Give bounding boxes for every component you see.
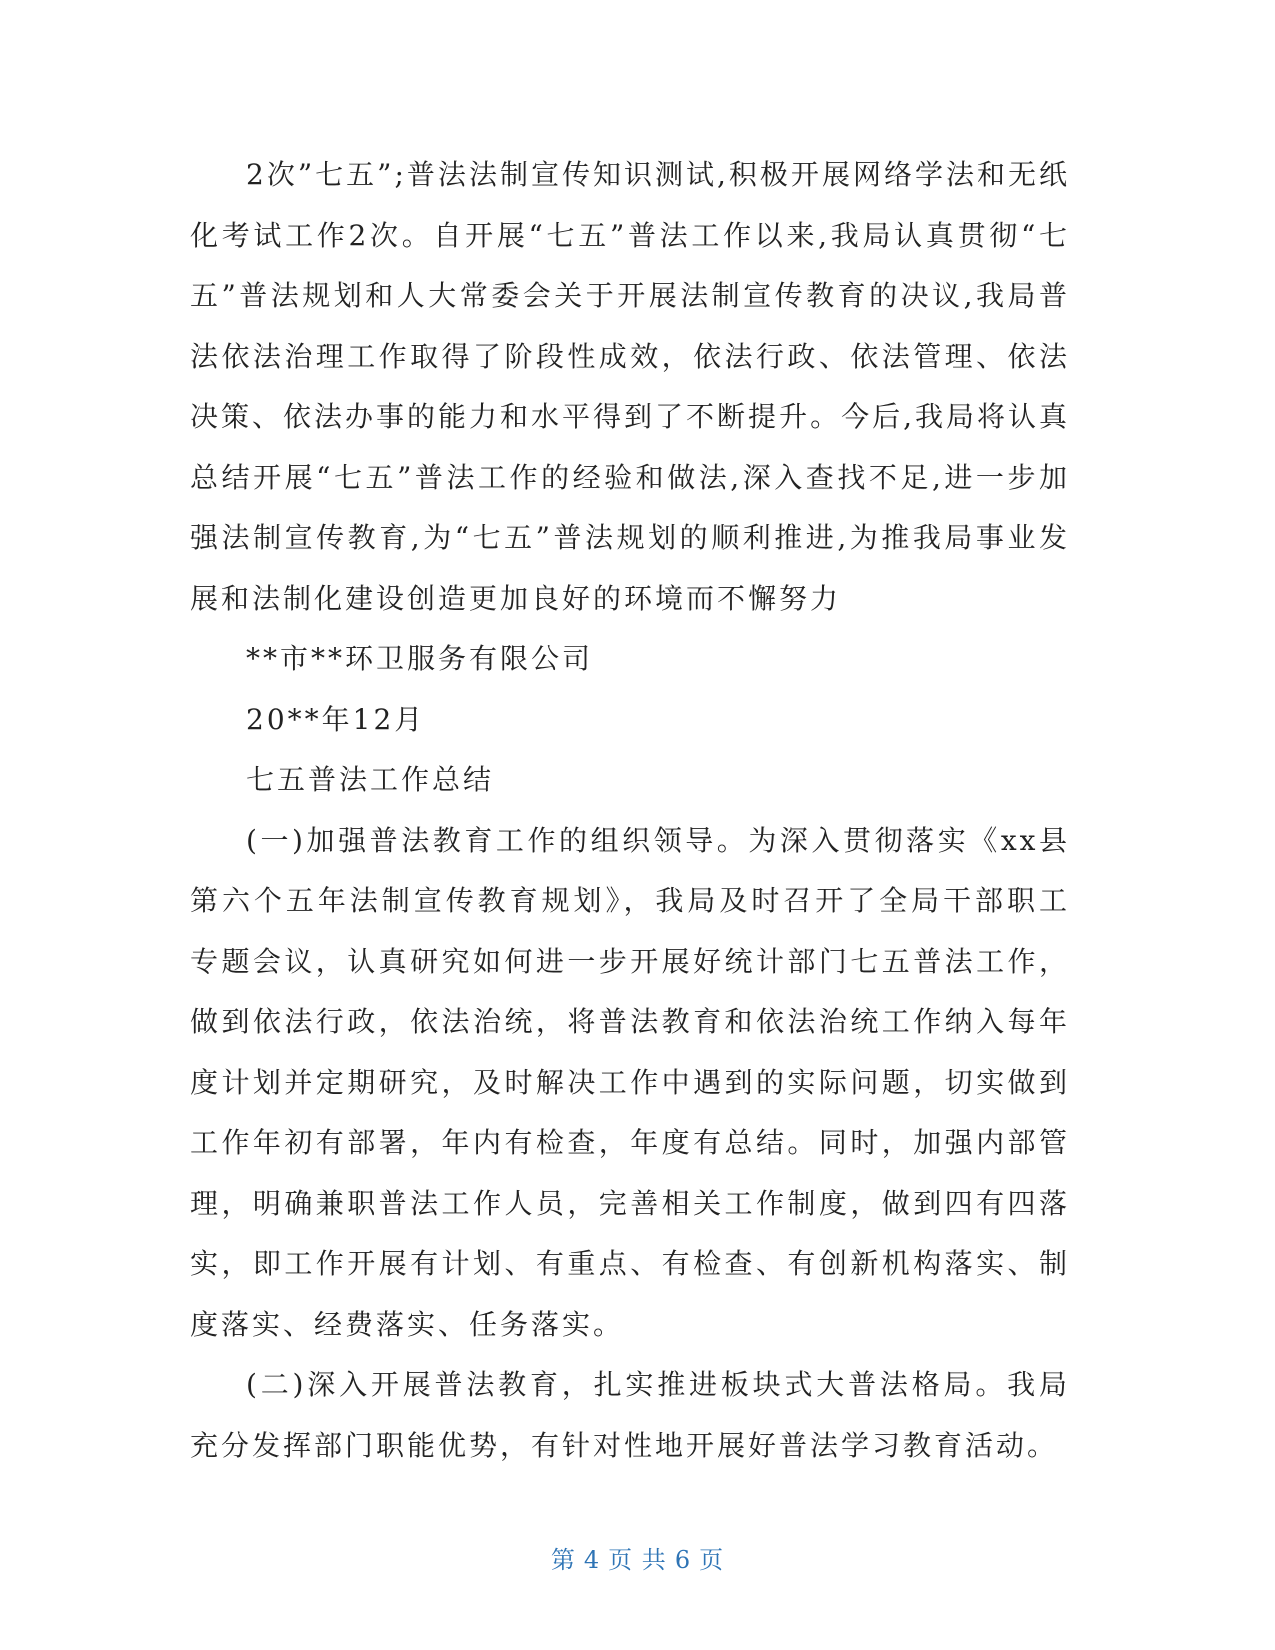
page-footer: [0, 1540, 1275, 1575]
paragraph-closing-summary: 2次”七五”;普法法制宣传知识测试,积极开展网络学法和无纸化考试工作2次。自开展“七五”普法工作以来,我局认真贯彻“七五”普法规划和人大常委会关于开展法制宣传教育的决议,我局普法依法治理工作取得了阶段性成效，依法行政、依法管理、依法决策、依法办事的能力和水平得到了不断提升。今后,我局将认真总结开展“七五”普法工作的经验和做法,深入查找不足,进一步加强法制宣传教育,为“七五”普法规划的顺利推进,为推我局事业发展和法制化建设创造更加良好的环境而不懈努力: [190, 158, 1070, 615]
paragraph-organization-leadership: (一)加强普法教育工作的组织领导。为深入贯彻落实《xx县第六个五年法制宣传教育规划》，我局及时召开了全局干部职工专题会议，认真研究如何进一步开展好统计部门七五普法工作，做到依法行政，依法治统，将普法教育和依法治统工作纳入每年度计划并定期研究，及时解决工作中遇到的实际问题，切实做到工作年初有部署，年内有检查，年度有总结。同时，加强内部管理，明确兼职普法工作人员，完善相关工作制度，做到四有四落实，即工作开展有计划、有重点、有检查、有创新机构落实、制度落实、经费落实、任务落实。: [190, 823, 1070, 1341]
footer-suffix: 页: [699, 1546, 725, 1574]
paragraph-legal-education: (二)深入开展普法教育，扎实推进板块式大普法格局。我局充分发挥部门职能优势，有针对性地开展好普法学习教育活动。: [190, 1368, 1070, 1462]
company-name: **市**环卫服务有限公司: [246, 642, 594, 675]
section-title: 七五普法工作总结: [246, 763, 495, 796]
footer-prefix: 第: [550, 1546, 576, 1574]
document-date: 20**年12月: [246, 702, 426, 736]
footer-page-number: 4: [583, 1546, 601, 1574]
footer-middle: 页 共: [608, 1546, 667, 1574]
document-body: [190, 145, 1070, 1476]
footer-total-pages: 6: [674, 1546, 692, 1574]
